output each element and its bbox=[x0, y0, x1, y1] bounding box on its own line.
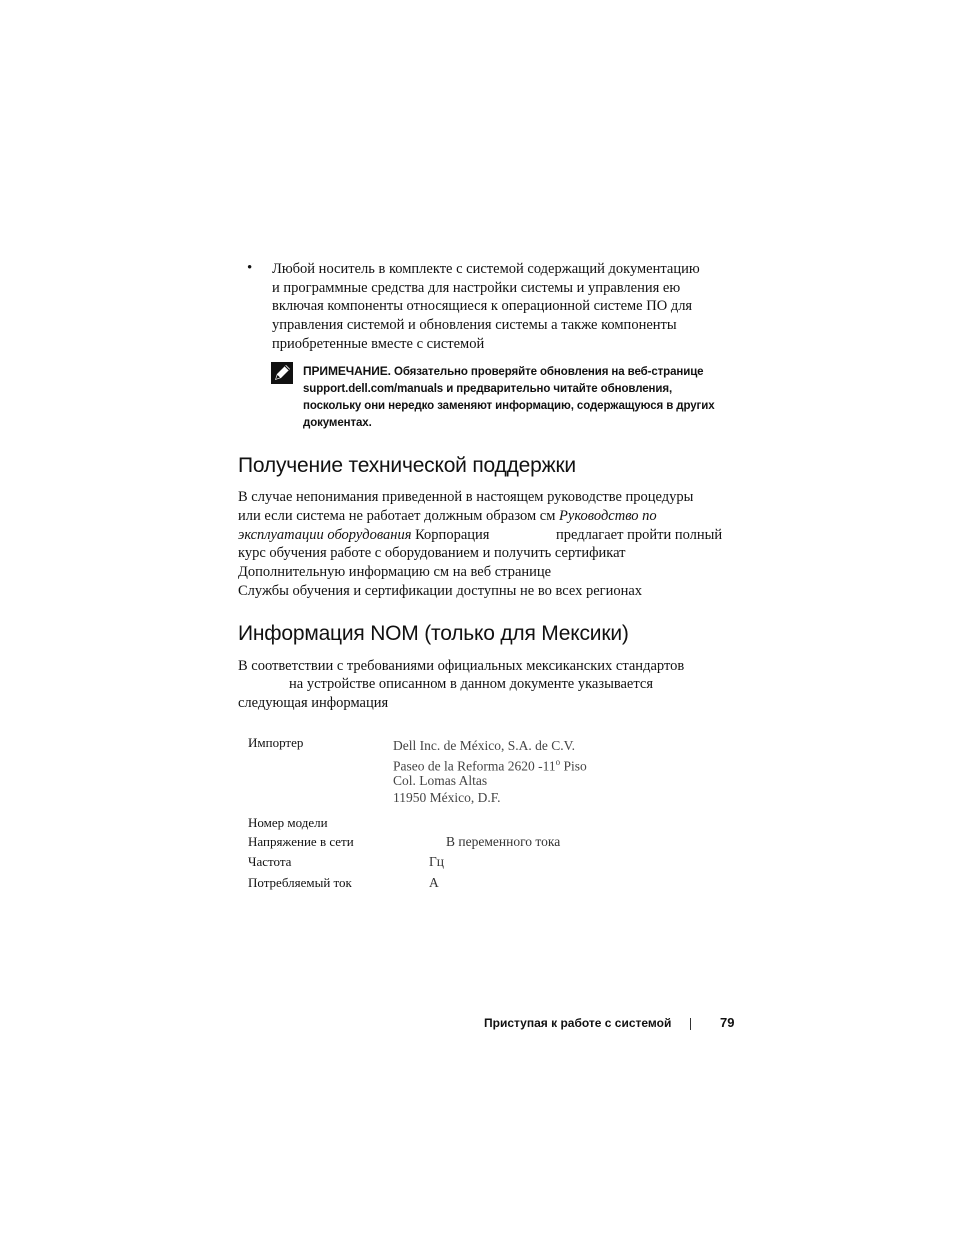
note-line-1 bbox=[303, 362, 703, 381]
footer-section-title: Приступая к работе с системой bbox=[484, 1016, 672, 1030]
note-text-2: и предварительно читайте обновления, bbox=[443, 383, 673, 395]
support-line-3b: Корпорация bbox=[411, 527, 490, 543]
support-line-1: В случае непонимания приведенной в настоящем руководстве процедуры bbox=[238, 489, 694, 505]
bullet-line-5: приобретенные вместе с системой bbox=[272, 336, 485, 352]
nom-line-1: В соответствии с требованиями официальных мексиканских стандартов bbox=[238, 658, 685, 674]
support-heading: Получение технической поддержки bbox=[238, 454, 576, 477]
note-line-4: документах. bbox=[303, 417, 372, 429]
importer-line-4: 11950 México, D.F. bbox=[393, 790, 501, 805]
current-value: А bbox=[429, 875, 439, 890]
nom-line-3: следующая информация bbox=[238, 695, 389, 711]
current-label: Потребляемый ток bbox=[248, 875, 352, 890]
note-text-1: Обязательно проверяйте обновления на веб-странице bbox=[390, 366, 704, 378]
note-link[interactable]: support.dell.com/manuals bbox=[303, 383, 444, 395]
support-line-4: курс обучения работе с оборудованием и получить сертификат bbox=[238, 545, 626, 561]
frequency-label: Частота bbox=[248, 854, 292, 869]
support-line-2 bbox=[238, 507, 657, 526]
bullet-line-4: управления системой и обновления системы а также компоненты bbox=[272, 317, 677, 333]
importer-line-2-text: Paseo de la Reforma 2620 -11 bbox=[393, 758, 556, 774]
importer-label: Импортер bbox=[248, 735, 304, 750]
bullet-line-2: и программные средства для настройки системы и управления ею bbox=[272, 280, 681, 296]
support-line-3 bbox=[238, 526, 489, 545]
importer-line-1: Dell Inc. de México, S.A. de C.V. bbox=[393, 738, 575, 753]
importer-line-3: Col. Lomas Altas bbox=[393, 773, 488, 788]
note-line-2 bbox=[303, 380, 672, 398]
model-label: Номер модели bbox=[248, 815, 328, 830]
voltage-value: В переменного тока bbox=[446, 834, 561, 849]
bullet-marker: • bbox=[247, 260, 253, 276]
footer-separator bbox=[690, 1018, 691, 1030]
nom-line-2: на устройстве описанном в данном документе указывается bbox=[289, 676, 653, 692]
support-line-3c: предлагает пройти полный bbox=[556, 527, 723, 543]
importer-sup: o bbox=[555, 757, 561, 767]
support-line-2b: Руководство по bbox=[559, 508, 657, 524]
note-label: ПРИМЕЧАНИЕ. bbox=[303, 364, 391, 378]
frequency-value: Гц bbox=[429, 854, 445, 869]
voltage-label: Напряжение в сети bbox=[248, 834, 354, 849]
page-number: 79 bbox=[720, 1015, 735, 1030]
support-line-6: Службы обучения и сертификации доступны не во всех регионах bbox=[238, 583, 643, 599]
bullet-line-1: Любой носитель в комплекте с системой содержащий документацию bbox=[272, 261, 700, 277]
support-line-2a: или если система не работает должным образом см bbox=[238, 508, 560, 524]
bullet-line-3: включая компоненты относящиеся к операционной системе ПО для bbox=[272, 298, 693, 314]
support-line-5: Дополнительную информацию см на веб странице bbox=[238, 564, 552, 580]
importer-piso: Piso bbox=[560, 758, 587, 774]
note-line-3: поскольку они нередко заменяют информацию, содержащуюся в других bbox=[303, 400, 715, 412]
pencil-note-icon bbox=[271, 362, 293, 384]
nom-heading: Информация NOM (только для Мексики) bbox=[238, 622, 629, 645]
support-line-3a: эксплуатации оборудования bbox=[238, 527, 412, 543]
